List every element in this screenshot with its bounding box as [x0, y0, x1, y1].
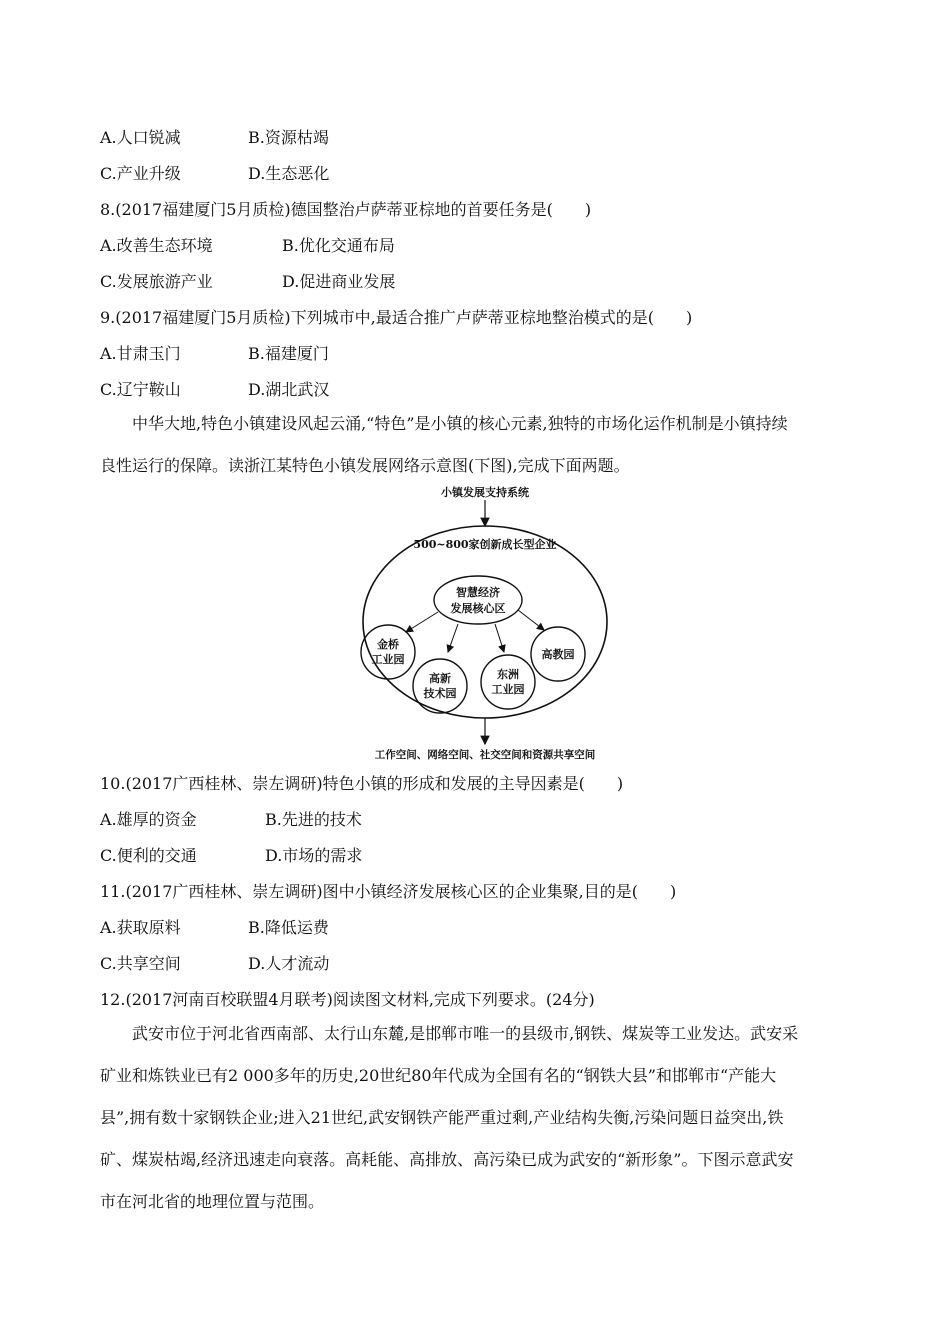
node-dongzhou-label-1: 东洲 [497, 668, 519, 681]
intro-line-2: 良性运行的保障。读浙江某特色小镇发展网络示意图(下图),完成下面两题。 [100, 456, 630, 475]
q9-option-d: D.湖北武汉 [248, 380, 330, 399]
q12-para-line-1: 武安市位于河北省西南部、太行山东麓,是邯郸市唯一的县级市,钢铁、煤炭等工业发达。武安采 [132, 1024, 799, 1043]
q11-option-d: D.人才流动 [248, 954, 330, 973]
diagram-bottom-label: 工作空间、网络空间、社交空间和资源共享空间 [374, 749, 596, 761]
q11-option-b: B.降低运费 [248, 918, 329, 937]
q10-option-d: D.市场的需求 [265, 846, 363, 865]
town-network-diagram [350, 482, 620, 762]
node-gaoxin-label-2: 技术园 [423, 687, 457, 700]
outer-ellipse [363, 526, 607, 718]
q9-option-c: C.辽宁鞍山 [100, 380, 181, 399]
q8-option-b: B.优化交通布局 [282, 236, 395, 255]
arrow-to-dongzhou [495, 624, 504, 652]
q7-option-a: A.人口锐减 [100, 128, 181, 147]
core-label-2: 发展核心区 [450, 602, 506, 615]
diagram-top-label: 小镇发展支持系统 [441, 486, 529, 499]
q10-stem: 10.(2017广西桂林、崇左调研)特色小镇的形成和发展的主导因素是( ) [100, 774, 624, 793]
q7-option-b: B.资源枯竭 [248, 128, 329, 147]
q10-option-c: C.便利的交通 [100, 846, 197, 865]
core-area [434, 576, 522, 624]
arrow-to-gaojiao [518, 610, 544, 630]
node-dongzhou-label-2: 工业园 [491, 683, 525, 696]
q8-option-d: D.促进商业发展 [282, 272, 396, 291]
arrow-to-jinqiao [406, 612, 438, 632]
q11-stem: 11.(2017广西桂林、崇左调研)图中小镇经济发展核心区的企业集聚,目的是( ) [100, 882, 677, 901]
q7-option-c: C.产业升级 [100, 164, 181, 183]
q8-stem: 8.(2017福建厦门5月质检)德国整治卢萨蒂亚棕地的首要任务是( ) [100, 200, 592, 219]
q8-option-c: C.发展旅游产业 [100, 272, 213, 291]
q12-para-line-4: 矿、煤炭枯竭,经济迅速走向衰落。高耗能、高排放、高污染已成为武安的“新形象”。下图示意武安 [100, 1150, 794, 1169]
q10-option-b: B.先进的技术 [265, 810, 362, 829]
intro-line-1: 中华大地,特色小镇建设风起云涌,“特色”是小镇的核心元素,独特的市场化运作机制是小镇持续 [132, 414, 788, 433]
node-jinqiao-label-1: 金桥 [377, 638, 399, 651]
core-label-1: 智慧经济 [456, 586, 500, 599]
q11-option-c: C.共享空间 [100, 954, 181, 973]
node-gaojiao-label: 高教园 [541, 648, 575, 661]
q9-stem: 9.(2017福建厦门5月质检)下列城市中,最适合推广卢萨蒂亚棕地整治模式的是( ) [100, 308, 693, 327]
arrow-to-gaoxin [448, 624, 458, 652]
q7-option-d: D.生态恶化 [248, 164, 330, 183]
q12-para-line-3: 县”,拥有数十家钢铁企业;进入21世纪,武安钢铁产能严重过剩,产业结构失衡,污染问题日益突出,铁 [100, 1108, 784, 1127]
q11-option-a: A.获取原料 [100, 918, 181, 937]
q12-stem: 12.(2017河南百校联盟4月联考)阅读图文材料,完成下列要求。(24分) [100, 990, 595, 1009]
node-gaoxin-label-1: 高新 [429, 672, 451, 685]
node-jinqiao-label-2: 工业园 [371, 653, 405, 666]
node-dongzhou [481, 655, 535, 709]
q12-para-line-5: 市在河北省的地理位置与范围。 [100, 1192, 325, 1211]
q9-option-a: A.甘肃玉门 [100, 344, 181, 363]
node-gaoxin [413, 659, 467, 713]
ellipse-label: 500~800家创新成长型企业 [413, 538, 557, 551]
q12-para-line-2: 矿业和炼铁业已有2 000多年的历史,20世纪80年代成为全国有名的“钢铁大县”和邯郸市“产能大 [100, 1066, 777, 1085]
q9-option-b: B.福建厦门 [248, 344, 329, 363]
q10-option-a: A.雄厚的资金 [100, 810, 197, 829]
q8-option-a: A.改善生态环境 [100, 236, 213, 255]
